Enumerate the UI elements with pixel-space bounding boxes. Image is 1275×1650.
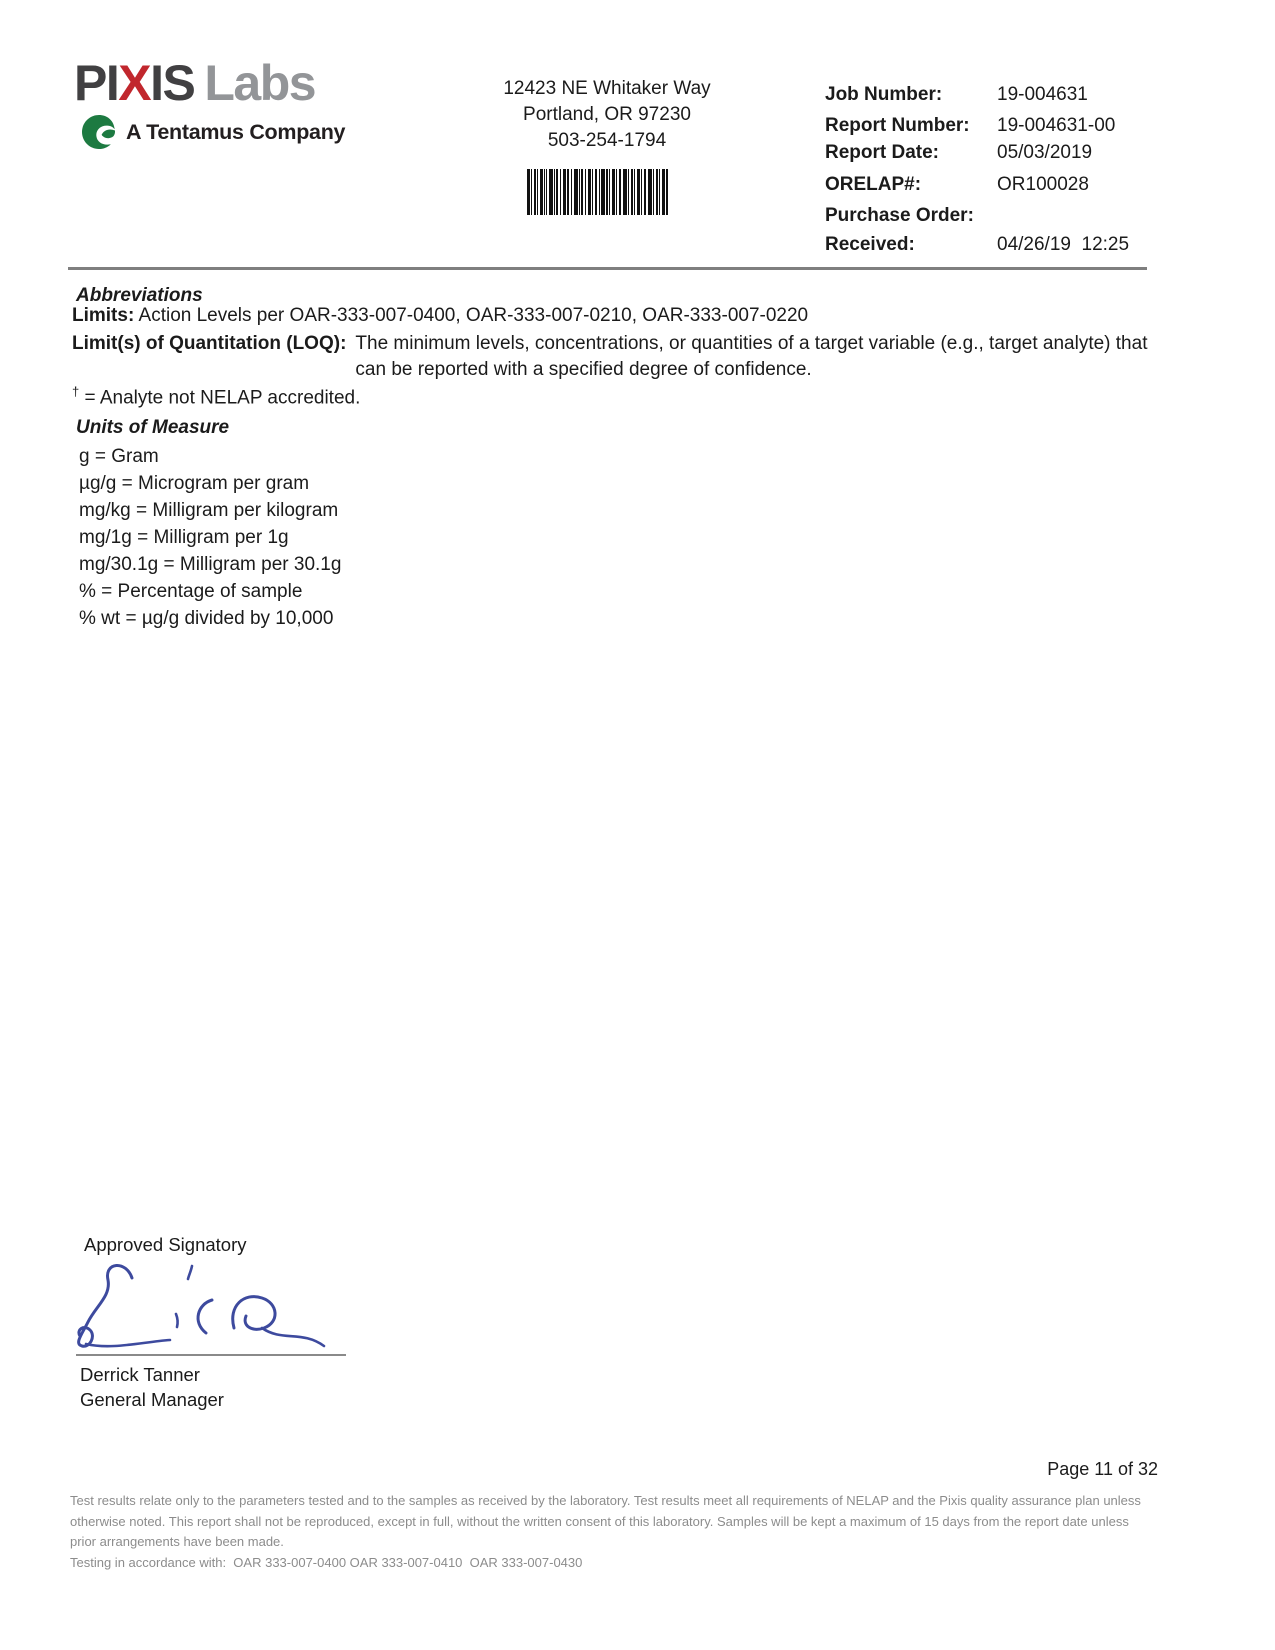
header-divider	[68, 267, 1147, 270]
received-value: 04/26/19 12:25	[997, 234, 1130, 255]
signatory-title: General Manager	[80, 1389, 224, 1410]
logo-text-labs: Labs	[204, 55, 316, 111]
job-number-label: Job Number:	[825, 84, 943, 105]
unit-definition: mg/kg = Milligram per kilogram	[79, 500, 339, 521]
logo-wordmark	[74, 55, 345, 111]
footer-disclaimer: Test results relate only to the parameters tested and to the samples as received by the laboratory. Test results meet all requirements of NELAP and the Pixis quality assurance plan unless otherwise noted. This report shall not be reproduced, except in full, without the written consent of this laboratory. Samples will be kept a maximum of 15 days from the report date unless prior arrangements have been made.	[70, 1493, 1141, 1549]
report-info-row	[825, 205, 1165, 227]
unit-definition: mg/30.1g = Milligram per 30.1g	[79, 554, 342, 575]
unit-definition: mg/1g = Milligram per 1g	[79, 527, 289, 548]
units-heading: Units of Measure	[76, 417, 230, 438]
logo-text-x: X	[118, 55, 151, 111]
approved-signatory-label: Approved Signatory	[84, 1234, 247, 1255]
purchase-order-label: Purchase Order:	[825, 205, 974, 226]
dagger-symbol: †	[72, 384, 80, 399]
report-number-value: 19-004631-00	[997, 115, 1116, 136]
leaf-globe-icon	[80, 113, 118, 151]
page-number: Page 11 of 32	[1047, 1459, 1158, 1479]
report-info-row	[825, 174, 1165, 196]
report-date-label: Report Date:	[825, 142, 940, 163]
job-number-value: 19-004631	[997, 84, 1088, 105]
loq-label: Limit(s) of Quantitation (LOQ):	[72, 333, 347, 354]
logo-text-is: IS	[150, 55, 195, 111]
address-line2: Portland, OR 97230	[523, 104, 691, 125]
report-date-value: 05/03/2019	[997, 142, 1093, 163]
unit-definition: g = Gram	[79, 446, 159, 467]
report-number-label: Report Number:	[825, 115, 970, 136]
loq-text: The minimum levels, concentrations, or quantities of a target variable (e.g., target analyte) that can be reported with a specified degree of confidence.	[355, 333, 1148, 380]
address-line1: 12423 NE Whitaker Way	[503, 78, 711, 99]
phone-number: 503-254-1794	[547, 130, 667, 151]
limits-definition	[72, 305, 1150, 327]
report-info-row	[825, 234, 1165, 256]
report-info-row	[825, 142, 1165, 164]
unit-definition: µg/g = Microgram per gram	[79, 473, 310, 494]
signature-line	[76, 1354, 346, 1356]
limits-label: Limits:	[72, 305, 135, 326]
orelap-label: ORELAP#:	[825, 174, 922, 195]
signatory-name: Derrick Tanner	[80, 1364, 200, 1385]
barcode	[527, 169, 668, 215]
handwritten-signature	[72, 1256, 334, 1356]
nelap-footnote	[72, 384, 360, 409]
limits-text: Action Levels per OAR-333-007-0400, OAR-333-007-0210, OAR-333-007-0220	[138, 305, 809, 326]
unit-definition: % = Percentage of sample	[79, 581, 303, 602]
tagline-text: A Tentamus Company	[126, 119, 346, 144]
tentamus-tagline	[80, 113, 345, 151]
dagger-text: = Analyte not NELAP accredited.	[84, 387, 361, 409]
lab-address-block	[497, 76, 717, 154]
unit-definition: % wt = µg/g divided by 10,000	[79, 608, 334, 629]
orelap-value: OR100028	[997, 174, 1089, 195]
report-info-row	[825, 84, 1165, 106]
pixis-labs-logo	[74, 55, 346, 151]
footer-accordance: Testing in accordance with: OAR 333-007-0400 OAR 333-007-0410 OAR 333-007-0430	[70, 1555, 583, 1570]
loq-definition	[72, 331, 1150, 383]
received-label: Received:	[825, 234, 915, 255]
report-info-row	[825, 115, 1165, 137]
abbreviations-heading: Abbreviations	[76, 285, 203, 306]
logo-text-pi: PI	[74, 55, 119, 111]
